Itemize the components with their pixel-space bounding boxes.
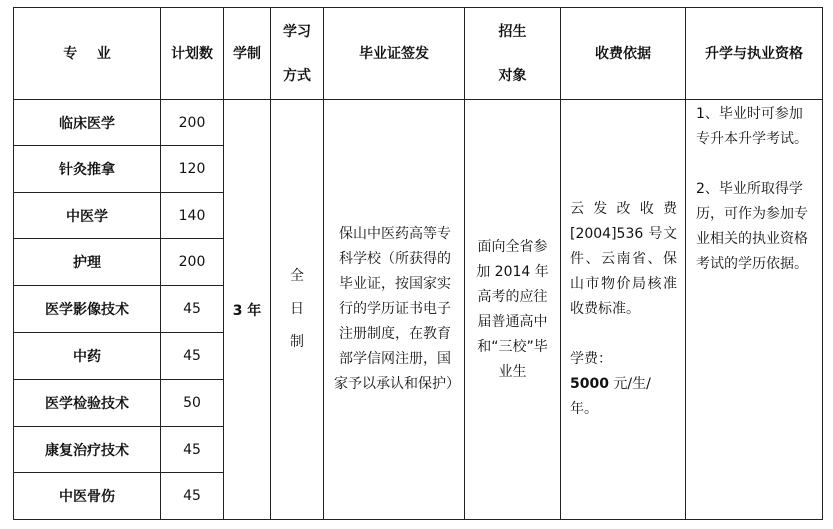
- fee-amount: 5000: [570, 376, 609, 392]
- major-cell: 针灸推拿: [14, 146, 161, 193]
- plan-cell: 140: [161, 193, 224, 239]
- qualification-item-2: 2、毕业所取得学历，可作为参加专业相关的执业资格考试的学历依据。: [696, 181, 808, 272]
- qualification-item-1: 1、毕业时可参加专升本升学考试。: [696, 106, 808, 147]
- header-target: 招生对象: [465, 8, 561, 100]
- plan-cell: 120: [161, 146, 224, 193]
- header-fee-basis: 收费依据: [561, 8, 686, 100]
- plan-cell: 45: [161, 333, 224, 380]
- duration-cell: 3 年: [224, 100, 271, 520]
- major-cell: 中药: [14, 333, 161, 380]
- admissions-table: [13, 7, 823, 520]
- target-cell: 面向全省参加 2014 年高考的应往届普通高中和“三校”毕业生: [465, 100, 561, 520]
- major-cell: 中医学: [14, 193, 161, 239]
- fee-line: [570, 372, 677, 422]
- table-row: [14, 100, 823, 146]
- major-cell: 临床医学: [14, 100, 161, 146]
- major-cell: 医学影像技术: [14, 286, 161, 333]
- plan-cell: 45: [161, 473, 224, 520]
- plan-cell: 200: [161, 239, 224, 286]
- major-cell: 医学检验技术: [14, 380, 161, 427]
- plan-cell: 45: [161, 427, 224, 473]
- plan-cell: 200: [161, 100, 224, 146]
- study-mode-text: 全日制: [290, 268, 304, 350]
- header-certificate: 毕业证签发: [324, 8, 465, 100]
- fee-basis-cell: [561, 100, 686, 520]
- major-cell: 中医骨伤: [14, 473, 161, 520]
- plan-cell: 50: [161, 380, 224, 427]
- header-row: [14, 8, 823, 100]
- fee-basis-text: 云发改收费[2004]536 号文件、云南省、保山市物价局核准收费标准。: [570, 201, 677, 317]
- certificate-cell: 保山中医药高等专科学校（所获得的毕业证，按国家实行的学历证书电子注册制度，在教育部学信网注册，国家予以承认和保护）: [324, 100, 465, 520]
- header-qualification: 升学与执业资格: [686, 8, 823, 100]
- header-duration: 学制: [224, 8, 271, 100]
- fee-label: 学费：: [570, 351, 612, 367]
- major-cell: 护理: [14, 239, 161, 286]
- study-mode-cell: [271, 100, 324, 520]
- major-cell: 康复治疗技术: [14, 427, 161, 473]
- plan-cell: 45: [161, 286, 224, 333]
- header-mode: 学习方式: [271, 8, 324, 100]
- header-major: 专 业: [14, 8, 161, 100]
- header-plan: 计划数: [161, 8, 224, 100]
- qualification-cell: [686, 100, 823, 520]
- fee-unit: 元/生/年。: [570, 376, 651, 417]
